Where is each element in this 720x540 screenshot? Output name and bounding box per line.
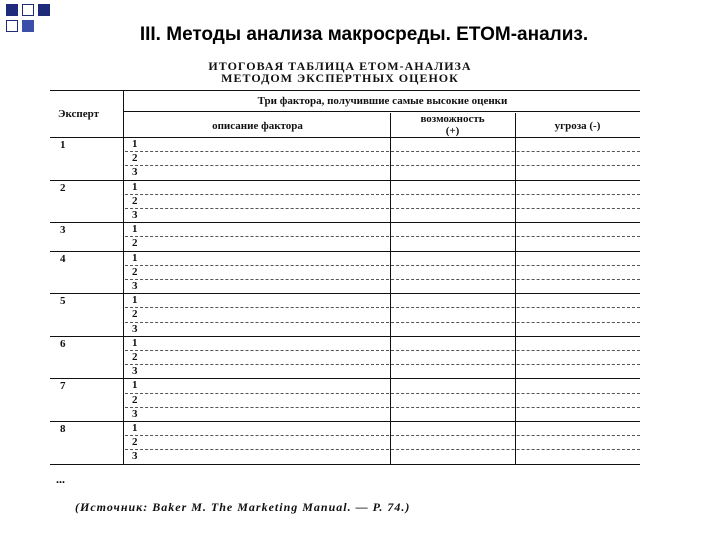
column-divider-expert [123,90,124,464]
expert-number: 4 [60,252,66,265]
column-header-expert: Эксперт [58,108,100,120]
factor-number: 2 [132,351,138,363]
factor-number: 3 [132,209,138,221]
group-header-top-factors: Три фактора, получившие самые высокие оценки [257,95,508,107]
slide-title: III. Методы анализа макросреды. ETOM-анализ. [139,24,589,45]
expert-number: 2 [60,181,66,194]
factor-row-divider [125,307,640,308]
expert-row-rule [50,293,640,294]
factor-row-divider [125,151,640,152]
factor-number: 2 [132,152,138,165]
factor-row-divider [125,393,640,394]
factor-number: 1 [132,379,138,392]
factor-row-divider [125,208,640,209]
factor-row-divider [125,279,640,280]
factor-number: 3 [132,322,138,335]
expert-row-rule [50,251,640,252]
table-title-line2: МЕТОДОМ ЭКСПЕРТНЫХ ОЦЕНОК [221,71,459,85]
group-header-rule [123,111,640,112]
factor-number: 3 [132,166,138,179]
factor-row-divider [125,236,640,237]
factor-number: 1 [132,336,138,349]
header-bottom-rule [50,137,640,138]
factor-row-divider [125,265,640,266]
factor-number: 1 [132,294,138,307]
table-top-rule [50,90,640,91]
factor-row-divider [125,364,640,365]
etom-summary-table [50,85,640,485]
factor-number: 2 [132,436,138,449]
table-title [160,60,520,84]
factor-number: 2 [132,194,138,207]
factor-number: 3 [132,450,138,463]
table-title-line1: ИТОГОВАЯ ТАБЛИЦА ETOM-АНАЛИЗА [208,59,472,73]
expert-row-rule [50,421,640,422]
expert-number: 3 [60,224,66,237]
expert-row-rule [50,222,640,223]
factor-row-divider [125,322,640,323]
factor-number: 2 [132,308,138,321]
expert-number: 5 [60,295,66,308]
source-citation: (Источник: Baker M. The Marketing Manual. — P. 74.) [75,500,411,514]
factor-number: 3 [132,365,138,378]
factor-row-divider [125,449,640,450]
column-divider-description [390,113,391,464]
factor-number: 3 [132,407,138,420]
expert-row-rule [50,464,640,465]
deco-square [38,4,50,16]
expert-number: 8 [60,423,66,435]
factor-number: 1 [132,180,138,193]
expert-number: 6 [60,337,66,350]
column-header-opportunity-label: возможность [420,113,485,125]
expert-row-rule [50,336,640,337]
factor-number: 1 [132,422,138,434]
factor-row-divider [125,407,640,408]
expert-number: 1 [60,139,66,151]
column-header-description: описание фактора [212,120,303,132]
factor-number: 1 [132,251,138,264]
expert-row-rule [50,180,640,181]
deco-square [22,4,34,16]
factor-number: 2 [132,237,138,250]
factor-row-divider [125,165,640,166]
factor-row-divider [125,435,640,436]
expert-row-rule [50,378,640,379]
factor-number: 1 [132,223,138,236]
factor-row-divider [125,350,640,351]
factor-number: 2 [132,265,138,278]
deco-square [6,4,18,16]
factor-row-divider [125,194,640,195]
factor-number: 3 [132,280,138,292]
table-ellipsis: ... [56,471,65,486]
expert-number: 7 [60,380,66,393]
column-header-opportunity-sign: (+) [445,125,460,137]
factor-number: 2 [132,393,138,406]
column-header-threat: угроза (-) [554,120,601,132]
column-divider-opportunity [515,113,516,464]
column-header-opportunity [390,113,515,137]
factor-number: 1 [132,138,138,150]
